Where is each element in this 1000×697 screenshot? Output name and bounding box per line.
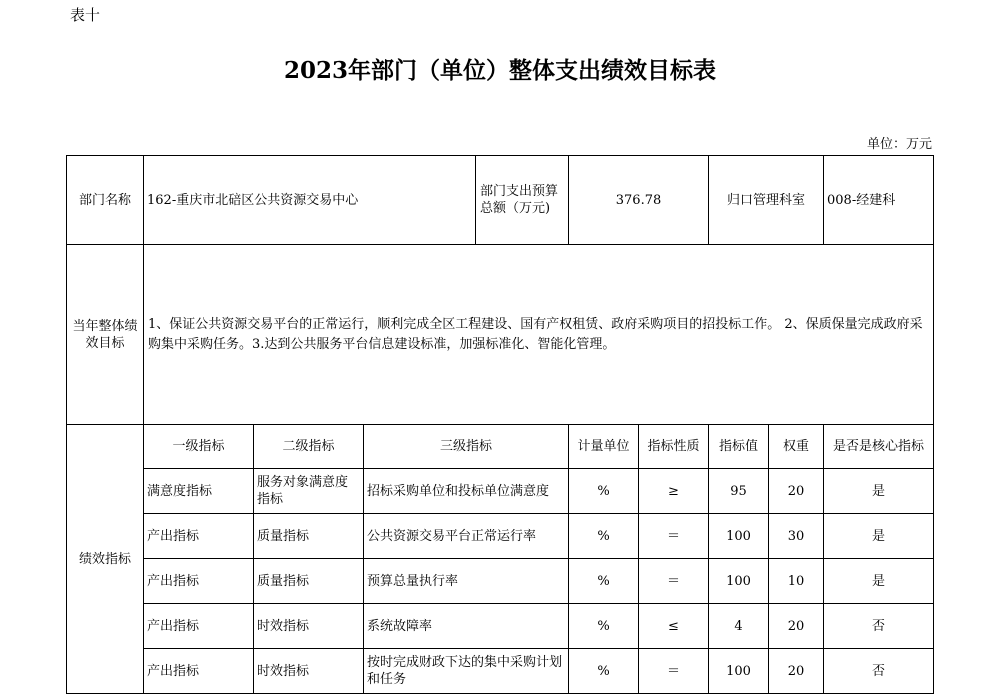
cell-value: 4: [709, 604, 769, 649]
budget-label: 部门支出预算总额（万元): [475, 156, 568, 244]
cell-level2: 质量指标: [254, 514, 364, 559]
header-value: 指标值: [709, 425, 769, 469]
cell-weight: 20: [769, 649, 824, 694]
cell-core: 是: [824, 559, 934, 604]
goal-label: 当年整体绩效目标: [67, 245, 144, 425]
header-level2: 二级指标: [254, 425, 364, 469]
cell-nature: ＝: [639, 514, 709, 559]
table-row: [67, 649, 934, 694]
cell-level3: 按时完成财政下达的集中采购计划和任务: [364, 649, 569, 694]
header-level1: 一级指标: [144, 425, 254, 469]
dept-name-value: [144, 156, 569, 245]
cell-unit: %: [569, 649, 639, 694]
header-core: 是否是核心指标: [824, 425, 934, 469]
cell-value: 100: [709, 514, 769, 559]
header-weight: 权重: [769, 425, 824, 469]
cell-level3: 系统故障率: [364, 604, 569, 649]
header-level3: 三级指标: [364, 425, 569, 469]
cell-level1: 产出指标: [144, 649, 254, 694]
cell-level2: 时效指标: [254, 649, 364, 694]
dept-name-text: 162-重庆市北碚区公共资源交易中心: [147, 192, 359, 208]
cell-value: 95: [709, 469, 769, 514]
cell-core: 否: [824, 604, 934, 649]
cell-level3: 预算总量执行率: [364, 559, 569, 604]
cell-level3: 公共资源交易平台正常运行率: [364, 514, 569, 559]
dept-name-label: 部门名称: [67, 156, 144, 245]
cell-weight: 20: [769, 604, 824, 649]
cell-nature: ≥: [639, 469, 709, 514]
cell-weight: 20: [769, 469, 824, 514]
cell-nature: ≤: [639, 604, 709, 649]
table-row: [67, 604, 934, 649]
table-row: [67, 514, 934, 559]
header-nature: 指标性质: [639, 425, 709, 469]
indicator-header-row: [67, 425, 934, 469]
table-row: [67, 469, 934, 514]
cell-nature: ＝: [639, 559, 709, 604]
cell-weight: 30: [769, 514, 824, 559]
office-label: 归口管理科室: [709, 156, 824, 245]
cell-weight: 10: [769, 559, 824, 604]
goal-text: 1、保证公共资源交易平台的正常运行，顺利完成全区工程建设、国有产权租赁、政府采购项目的招投标工作。 2、保质保量完成政府采购集中采购任务。3.达到公共服务平台信息建设标准，加强标准化、智能化管理。: [144, 245, 934, 425]
page-title: 2023年部门（单位）整体支出绩效目标表: [283, 57, 716, 84]
budget-value: 376.78: [569, 156, 709, 245]
cell-value: 100: [709, 649, 769, 694]
cell-unit: %: [569, 559, 639, 604]
header-unit: 计量单位: [569, 425, 639, 469]
cell-level2: 时效指标: [254, 604, 364, 649]
info-row: [67, 156, 934, 245]
goal-row: [67, 245, 934, 425]
cell-level1: 产出指标: [144, 604, 254, 649]
performance-table: [66, 155, 934, 694]
cell-level3: 招标采购单位和投标单位满意度: [364, 469, 569, 514]
cell-level2: 服务对象满意度指标: [254, 469, 364, 514]
cell-level1: 产出指标: [144, 559, 254, 604]
cell-value: 100: [709, 559, 769, 604]
office-value: 008-经建科: [824, 156, 934, 245]
cell-core: 是: [824, 469, 934, 514]
cell-unit: %: [569, 514, 639, 559]
table-row: [67, 559, 934, 604]
cell-nature: ＝: [639, 649, 709, 694]
cell-level1: 满意度指标: [144, 469, 254, 514]
cell-level1: 产出指标: [144, 514, 254, 559]
unit-label: 单位：万元: [866, 137, 932, 152]
cell-core: 否: [824, 649, 934, 694]
cell-core: 是: [824, 514, 934, 559]
cell-unit: %: [569, 469, 639, 514]
table-number: 表十: [70, 6, 101, 24]
cell-unit: %: [569, 604, 639, 649]
cell-level2: 质量指标: [254, 559, 364, 604]
indicators-label: 绩效指标: [67, 425, 144, 694]
